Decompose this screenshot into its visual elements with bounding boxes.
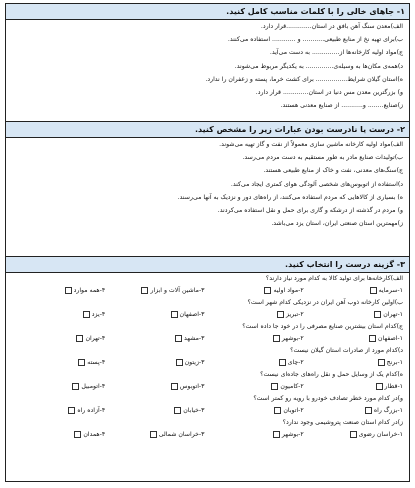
option[interactable]: ۴-تهران	[6, 333, 105, 345]
checkbox[interactable]	[72, 383, 79, 390]
option[interactable]: ۱-بزرگ راه	[304, 405, 403, 417]
question: ه)کدام یک از وسایل حمل و نقل راه‌های جاده‌ای نیست؟	[260, 371, 403, 378]
checkbox[interactable]	[279, 359, 286, 366]
checkbox[interactable]	[277, 311, 284, 318]
checkbox[interactable]	[68, 407, 75, 414]
worksheet	[5, 3, 410, 482]
options-row	[6, 381, 409, 393]
option[interactable]: ۴-پسته	[6, 357, 105, 369]
option[interactable]: ۲-تبریز	[205, 309, 304, 321]
true-false-line: ز)مهمترین استان صنعتی ایران، استان یزد می‌باشد.	[271, 220, 403, 228]
option[interactable]: ۴-آزاده راه	[6, 405, 105, 417]
checkbox[interactable]	[78, 359, 85, 366]
options-row	[6, 357, 409, 369]
fill-blank-line: ج)مواد اولیه کارخانه‌ها از.............. به دست می‌آید.	[269, 49, 403, 57]
option[interactable]: ۱-قطار	[304, 381, 403, 393]
checkbox[interactable]	[376, 383, 383, 390]
question: د)کدام مورد از صادرات استان گیلان نیست؟	[290, 347, 403, 354]
checkbox[interactable]	[374, 311, 381, 318]
options-row	[6, 333, 409, 345]
question: الف)کارخانه‌ها برای تولید کالا به کدام مورد نیاز دارند؟	[265, 275, 403, 282]
option[interactable]: ۳-خراسان شمالی	[105, 429, 204, 441]
question: ز)در کدام استان صنعت پتروشیمی وجود ندارد؟	[282, 419, 403, 426]
option[interactable]: ۱-سرمایه	[304, 285, 403, 297]
option[interactable]: ۲-چای	[205, 357, 304, 369]
checkbox[interactable]	[83, 311, 90, 318]
fill-blank-line: ه)استان گیلان شرایط................ برای کشت خرما، پسته و زعفران را ندارد.	[205, 75, 403, 83]
checkbox[interactable]	[274, 407, 281, 414]
option[interactable]: ۲-مواد اولیه	[205, 285, 304, 297]
checkbox[interactable]	[350, 431, 357, 438]
true-false-line: ه) بسیاری از کالاهایی که مردم استفاده می‌کنند، از راه‌های دور و نزدیک به آنها می‌رسند.	[177, 193, 403, 201]
option[interactable]: ۱-خراسان رضوی	[304, 429, 403, 441]
option[interactable]: ۲-بوشهر	[205, 333, 304, 345]
checkbox[interactable]	[171, 311, 178, 318]
checkbox[interactable]	[150, 431, 157, 438]
option[interactable]: ۲-کامیون	[205, 381, 304, 393]
checkbox[interactable]	[176, 359, 183, 366]
checkbox[interactable]	[141, 287, 148, 294]
fill-blank-line: و) بزرگترین معدن مس دنیا در استان............. قرار دارد.	[255, 88, 403, 96]
true-false-line: د)استفاده از اتوبوس‌های شخصی آلودگی هوای کمتری ایجاد می‌کند.	[230, 180, 403, 188]
true-false-line: و) مردم در گذشته از درشکه و گاری برای حمل و نقل استفاده می‌کردند.	[217, 206, 403, 214]
option[interactable]: ۴-اتومبیل	[6, 381, 105, 393]
checkbox[interactable]	[74, 431, 81, 438]
checkbox[interactable]	[273, 335, 280, 342]
option[interactable]: ۳-خیابان	[105, 405, 204, 417]
checkbox[interactable]	[370, 287, 377, 294]
option[interactable]: ۱-تهران	[304, 309, 403, 321]
section-true-false	[6, 122, 409, 257]
question: و)در کدام مورد خطر تصادف خودرو با رویه رو کمتر است؟	[253, 395, 403, 402]
checkbox[interactable]	[174, 407, 181, 414]
options-row	[6, 429, 409, 441]
question: ب)اولین کارخانه ذوب آهن ایران در نزدیکی کدام شهر است؟	[247, 299, 403, 306]
section-fill-blanks	[6, 4, 409, 122]
option[interactable]: ۳-اصفهان	[105, 309, 204, 321]
question: ج)کدام استان بیشترین صنایع مصرفی را در خود جا داده است؟	[242, 323, 403, 330]
option[interactable]: ۴-همه موارد	[6, 285, 105, 297]
option[interactable]: ۳-زیتون	[105, 357, 204, 369]
section-2-header: ۲- درست یا نادرست بودن عبارات زیر را مشخص کنید.	[6, 122, 409, 138]
fill-blank-line: ب)برای تهیه نخ از منابع طبیعی........... و ............ استفاده می‌کنند.	[227, 36, 403, 44]
options-row	[6, 309, 409, 321]
option[interactable]: ۳-ماشین آلات و ابزار	[105, 285, 204, 297]
option[interactable]: ۴-یزد	[6, 309, 105, 321]
option[interactable]: ۳-اتوبوس	[105, 381, 204, 393]
fill-blank-line: الف)معدن سنگ آهن بافق در استان.............قرار دارد.	[260, 23, 403, 30]
checkbox[interactable]	[76, 335, 83, 342]
section-1-header: ۱- جاهای خالی را با کلمات مناسب کامل کنید.	[6, 4, 409, 20]
section-multiple-choice	[6, 257, 409, 441]
option[interactable]: ۳-مشهد	[105, 333, 204, 345]
section-3-header: ۳- گزینه درست را انتخاب کنید.	[6, 257, 409, 273]
option[interactable]: ۱-اصفهان	[304, 333, 403, 345]
checkbox[interactable]	[264, 287, 271, 294]
fill-blank-line: د)همه‌ی مکان‌ها به وسیله‌ی.............. به یکدیگر مربوط می‌شوند.	[234, 62, 403, 70]
option[interactable]: ۴-همدان	[6, 429, 105, 441]
checkbox[interactable]	[273, 431, 280, 438]
options-row	[6, 405, 409, 417]
true-false-line: الف)مواد اولیه کارخانه ماشین سازی معمولاً از نفت و گاز تهیه می‌شوند.	[219, 141, 403, 148]
option[interactable]: ۲-اتوبان	[205, 405, 304, 417]
options-row	[6, 285, 409, 297]
checkbox[interactable]	[271, 383, 278, 390]
checkbox[interactable]	[369, 335, 376, 342]
option[interactable]: ۱-برنج	[304, 357, 403, 369]
checkbox[interactable]	[365, 407, 372, 414]
checkbox[interactable]	[175, 335, 182, 342]
true-false-line: ب)تولیدات صنایع مادر به طور مستقیم به دست مردم می‌رسد.	[242, 154, 403, 162]
option[interactable]: ۲-بوشهر	[205, 429, 304, 441]
true-false-line: ج)سنگ‌های معدنی، نفت و خاک از منابع طبیعی هستند.	[263, 167, 403, 175]
checkbox[interactable]	[378, 359, 385, 366]
checkbox[interactable]	[171, 383, 178, 390]
fill-blank-line: ز)صنایع........ و........... از صنایع معدنی هستند.	[280, 102, 403, 110]
checkbox[interactable]	[65, 287, 72, 294]
